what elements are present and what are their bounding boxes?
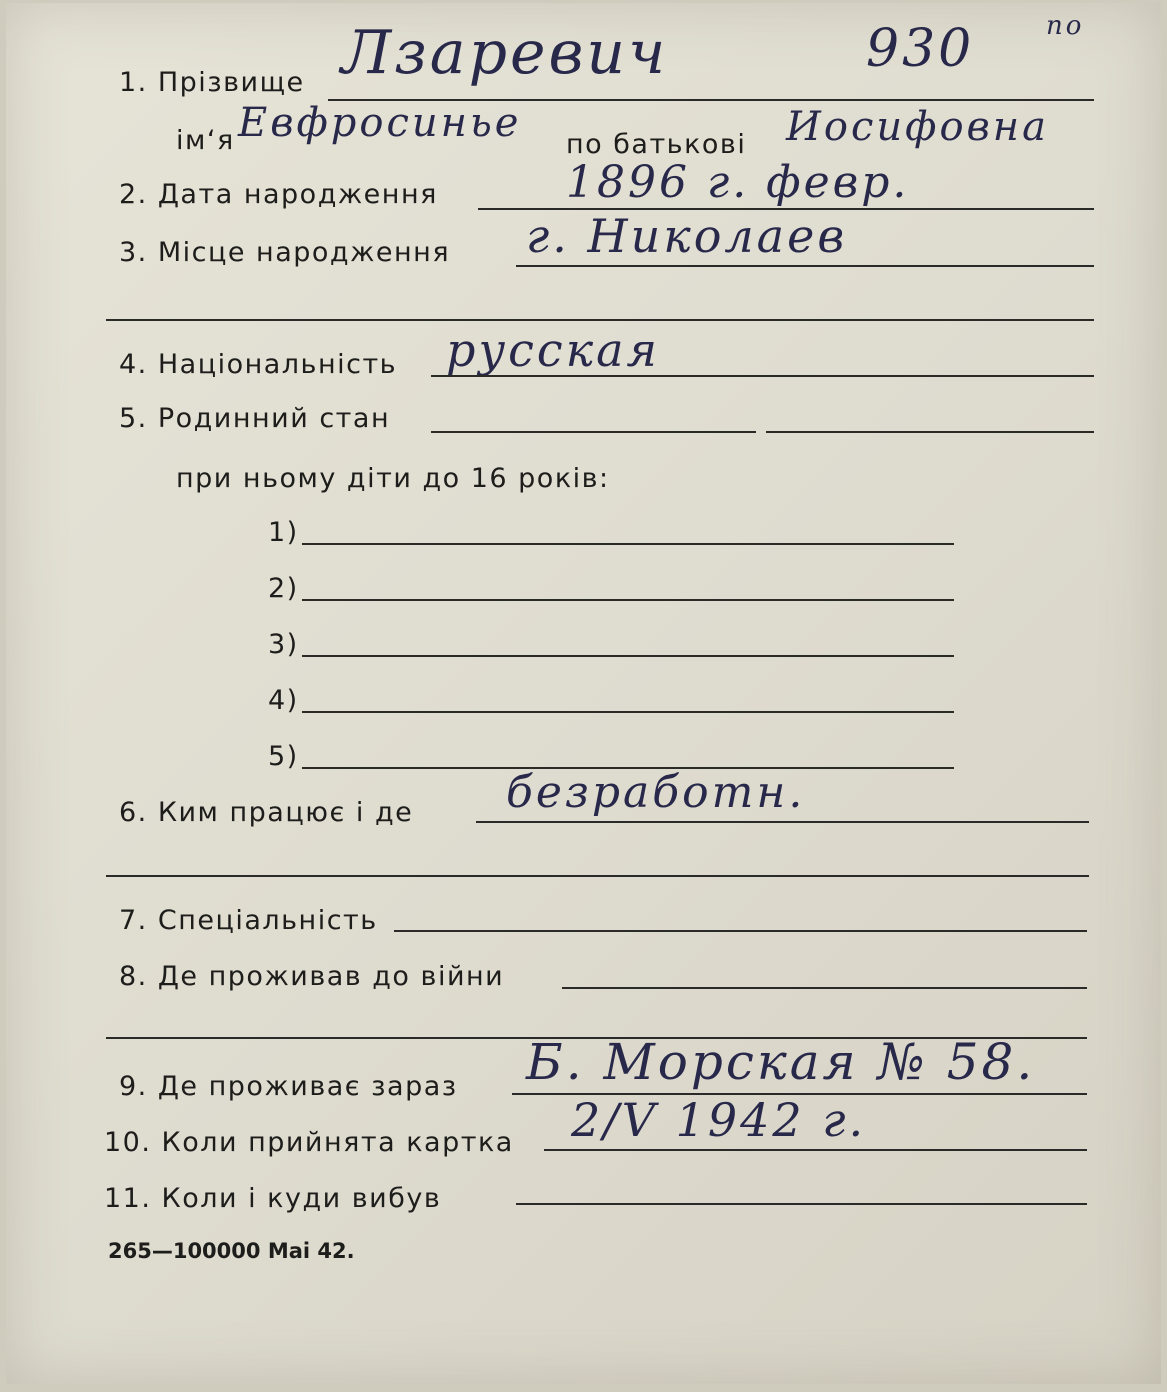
nationality-value: русская xyxy=(446,323,661,377)
occupation-line-2 xyxy=(106,875,1089,877)
card-accepted-label: 10. Коли прийнята картка xyxy=(104,1127,514,1158)
birth-place-label: 3. Місце народження xyxy=(119,237,451,268)
occupation-line xyxy=(476,821,1089,823)
registration-card xyxy=(6,3,1161,1384)
surname-value: Лзаревич xyxy=(341,18,669,88)
child-1-line xyxy=(302,543,954,545)
child-2-line xyxy=(302,599,954,601)
child-1-mark: 1) xyxy=(268,517,299,548)
child-4-mark: 4) xyxy=(268,685,299,716)
current-residence-value: Б. Морская № 58. xyxy=(526,1033,1036,1091)
nationality-line xyxy=(431,375,1094,377)
first-name-value: Евфросинье xyxy=(238,100,522,146)
birth-place-value: г. Николаев xyxy=(526,209,848,263)
children-label: при ньому діти до 16 років: xyxy=(176,463,610,494)
print-run-footer: 265—100000 Маі 42. xyxy=(108,1239,355,1263)
departure-label: 11. Коли і куди вибув xyxy=(104,1183,442,1214)
marital-status-label: 5. Родинний стан xyxy=(119,403,391,434)
specialty-line xyxy=(394,930,1087,932)
patronymic-value: Иосифовна xyxy=(786,104,1049,150)
birth-place-line xyxy=(516,265,1094,267)
prewar-residence-line xyxy=(562,987,1087,989)
child-5-mark: 5) xyxy=(268,741,299,772)
birth-date-label: 2. Дата народження xyxy=(119,179,438,210)
nationality-label: 4. Національність xyxy=(119,349,398,380)
child-3-mark: 3) xyxy=(268,629,299,660)
prewar-residence-label: 8. Де проживав до війни xyxy=(119,961,505,992)
card-number: 930 xyxy=(866,19,975,79)
child-3-line xyxy=(302,655,954,657)
first-name-label: ім‘я xyxy=(176,125,235,156)
birth-date-value: 1896 г. февр. xyxy=(566,157,910,208)
surname-label: 1. Прізвище xyxy=(119,67,305,98)
card-accepted-value: 2/V 1942 г. xyxy=(571,1093,867,1147)
child-2-mark: 2) xyxy=(268,573,299,604)
specialty-label: 7. Спеціальність xyxy=(119,905,378,936)
card-number-suffix: по xyxy=(1046,11,1085,41)
departure-line xyxy=(516,1203,1087,1205)
occupation-label: 6. Ким працює і де xyxy=(119,797,414,828)
patronymic-label: по батькові xyxy=(566,129,747,160)
current-residence-label: 9. Де проживає зараз xyxy=(119,1071,458,1102)
card-accepted-line xyxy=(544,1149,1087,1151)
marital-status-line-2 xyxy=(766,431,1094,433)
marital-status-line xyxy=(431,431,756,433)
birth-place-line-2 xyxy=(106,319,1094,321)
child-4-line xyxy=(302,711,954,713)
occupation-value: безработн. xyxy=(506,767,806,818)
